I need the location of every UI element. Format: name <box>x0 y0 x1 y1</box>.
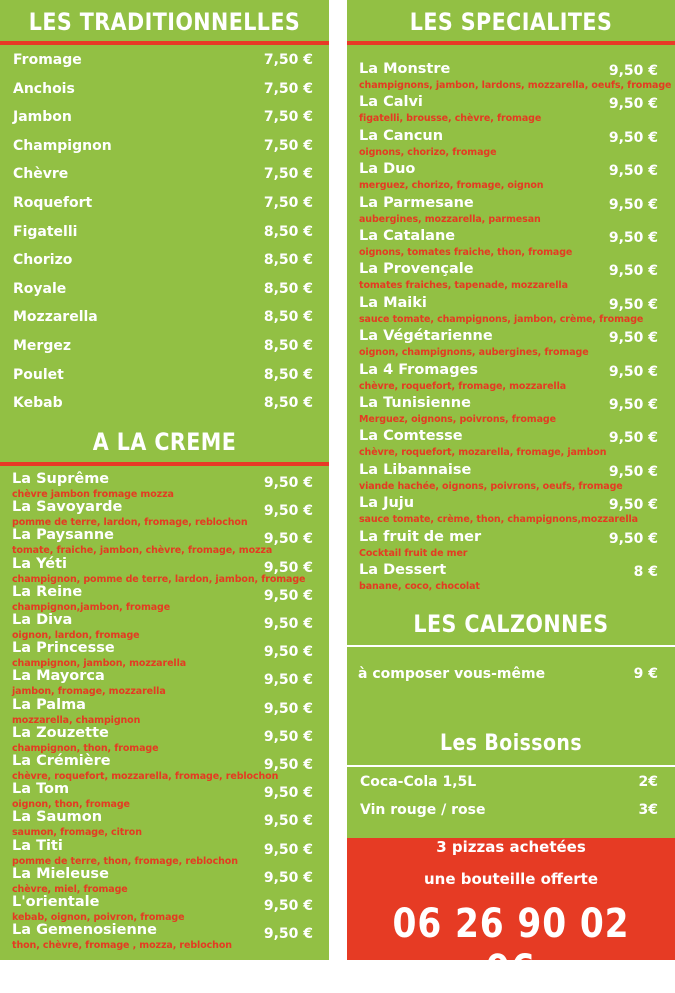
pizza-ingredients: chèvre jambon fromage mozza <box>12 489 174 500</box>
pizza-name: La Gemenosienne <box>12 922 157 939</box>
pizza-price: 7,50 € <box>263 109 313 126</box>
pizza-price: 8,50 € <box>263 366 313 383</box>
pizza-ingredients: tomate, fraiche, jambon, chèvre, fromage, mozza <box>12 545 273 557</box>
pizza-price: 8 € <box>633 564 658 580</box>
pizza-price: 9,50 € <box>608 296 658 313</box>
pizza-price: 9,50 € <box>263 672 313 689</box>
pizza-ingredients: oignons, chorizo, fromage <box>359 146 497 158</box>
pizza-name: La fruit de mer <box>359 528 482 545</box>
pizza-price: 9,50 € <box>263 785 313 802</box>
pizza-ingredients: mozzarella, champignon <box>12 714 141 726</box>
pizza-price: 7,50 € <box>263 195 313 211</box>
pizza-name: Mergez <box>13 338 71 354</box>
pizza-name: L'orientale <box>12 894 100 910</box>
creme-divider <box>0 462 329 466</box>
pizza-price: 8,50 € <box>263 338 313 354</box>
pizza-ingredients: oignons, tomates fraiche, thon, fromage <box>359 247 573 258</box>
pizza-price: 9,50 € <box>608 263 658 280</box>
pizza-price: 9,50 € <box>608 530 658 547</box>
pizza-price: 9,50 € <box>608 163 658 180</box>
pizza-ingredients: sauce tomate, crème, thon, champignons,mozzarella <box>359 514 638 526</box>
boisson-price: 3€ <box>638 802 658 818</box>
pizza-ingredients: figatelli, brousse, chèvre, fromage <box>359 113 542 125</box>
specialites-title: LES SPECIALITES <box>409 8 613 36</box>
pizza-name: La Mayorca <box>12 668 105 685</box>
promo-banner <box>347 838 675 993</box>
pizza-price: 9,50 € <box>608 196 658 213</box>
pizza-price: 9,50 € <box>263 503 313 520</box>
pizza-name: La Tom <box>12 781 70 798</box>
pizza-ingredients: champignon, thon, fromage <box>12 742 159 754</box>
pizza-ingredients: chèvre, roquefort, mozarella, fromage, jambon <box>359 447 607 459</box>
pizza-name: Poulet <box>13 366 64 383</box>
pizza-price: 8,50 € <box>263 223 313 240</box>
pizza-ingredients: pomme de terre, lardon, fromage, reblochon <box>12 517 248 529</box>
pizza-ingredients: saumon, fromage, citron <box>12 827 142 839</box>
pizza-name: Chèvre <box>13 166 69 183</box>
pizza-name: La Végétarienne <box>359 328 493 345</box>
pizza-price: 8,50 € <box>263 252 313 269</box>
pizza-price: 9,50 € <box>608 96 658 113</box>
promo-line-1: 3 pizzas achetées <box>436 838 586 856</box>
pizza-price: 9,50 € <box>263 700 313 717</box>
traditionnelles-divider <box>0 41 329 45</box>
pizza-price: 9,50 € <box>608 463 658 480</box>
pizza-price: 9,50 € <box>263 813 313 830</box>
pizza-price: 7,50 € <box>263 137 313 154</box>
pizza-name: La Savoyarde <box>12 499 123 516</box>
pizza-name: Mozzarella <box>13 309 98 326</box>
pizza-name: Anchois <box>13 80 75 97</box>
pizza-price: 8,50 € <box>263 280 313 297</box>
pizza-name: La Mieleuse <box>12 865 109 882</box>
pizza-price: 9,50 € <box>263 728 313 745</box>
pizza-name: Jambon <box>13 109 72 126</box>
pizza-name: La Cancun <box>359 127 444 144</box>
pizza-ingredients: oignon, lardon, fromage <box>12 630 140 641</box>
pizza-ingredients: Merguez, oignons, poivrons, fromage <box>359 414 556 425</box>
pizza-price: 9,50 € <box>263 587 313 604</box>
pizza-name: Roquefort <box>13 195 93 211</box>
pizza-price: 9,50 € <box>263 531 313 548</box>
pizza-name: La Comtesse <box>359 428 463 445</box>
pizza-name: La Juju <box>359 495 415 512</box>
pizza-price: 9,50 € <box>608 63 658 79</box>
pizza-ingredients: jambon, fromage, mozzarella <box>12 686 166 698</box>
pizza-ingredients: champignons, jambon, lardons, mozzarella, oeufs, fromage <box>359 80 672 91</box>
pizza-name: La Catalane <box>359 228 456 244</box>
boisson-name: Vin rouge / rose <box>360 802 486 818</box>
pizza-ingredients: viande hachée, oignons, poivrons, oeufs, fromage <box>359 480 623 492</box>
pizza-name: La Duo <box>359 161 416 178</box>
pizza-ingredients: champignon, jambon, mozzarella <box>12 658 187 670</box>
pizza-price: 9,50 € <box>263 757 313 773</box>
pizza-ingredients: chèvre, miel, fromage <box>12 883 128 895</box>
specialites-divider <box>347 41 675 45</box>
calzonne-name: à composer vous-même <box>358 666 546 682</box>
pizza-price: 9,50 € <box>608 363 658 380</box>
pizza-name: La Zouzette <box>12 724 109 741</box>
pizza-name: La Tunisienne <box>359 395 471 411</box>
pizza-ingredients: chèvre, roquefort, fromage, mozzarella <box>359 380 567 392</box>
boisson-name: Coca-Cola 1,5L <box>360 774 477 790</box>
pizza-name: La Crémière <box>12 753 111 769</box>
pizza-price: 9,50 € <box>263 475 313 491</box>
pizza-ingredients: champignon, pomme de terre, lardon, jambon, fromage <box>12 573 306 585</box>
pizza-ingredients: pomme de terre, thon, fromage, reblochon <box>12 855 238 867</box>
pizza-name: La Princesse <box>12 640 115 657</box>
pizza-name: La Paysanne <box>12 527 114 544</box>
pizza-price: 9,50 € <box>263 898 313 914</box>
pizza-ingredients: chèvre, roquefort, mozzarella, fromage, reblochon <box>12 771 279 782</box>
creme-title: A LA CREME <box>92 428 237 456</box>
pizza-price: 9,50 € <box>263 869 313 886</box>
pizza-ingredients: thon, chèvre, fromage , mozza, reblochon <box>12 940 232 952</box>
pizza-name: La Calvi <box>359 94 423 111</box>
pizza-name: La Provençale <box>359 261 474 278</box>
pizza-price: 9,50 € <box>263 841 313 858</box>
pizza-price: 9,50 € <box>608 397 658 413</box>
right-menu-panel <box>347 0 675 993</box>
pizza-ingredients: kebab, oignon, poivron, fromage <box>12 912 185 923</box>
pizza-ingredients: oignon, thon, fromage <box>12 799 130 811</box>
pizza-price: 9,50 € <box>263 559 313 576</box>
pizza-price: 9,50 € <box>263 616 313 632</box>
calzonnes-divider <box>347 645 675 647</box>
pizza-ingredients: Cocktail fruit de mer <box>359 547 468 559</box>
pizza-name: La 4 Fromages <box>359 361 479 378</box>
pizza-price: 9,50 € <box>263 644 313 661</box>
boissons-title: Les Boissons <box>439 731 583 756</box>
pizza-name: La Palma <box>12 696 86 713</box>
pizza-price: 9,50 € <box>608 129 658 146</box>
pizza-ingredients: banane, coco, chocolat <box>359 581 480 592</box>
pizza-name: Champignon <box>13 137 112 154</box>
pizza-name: La Diva <box>12 612 73 628</box>
traditionnelles-title: LES TRADITIONNELLES <box>28 8 301 36</box>
pizza-name: La Saumon <box>12 809 103 826</box>
pizza-name: Figatelli <box>13 223 78 240</box>
phone-number: 06 26 90 02 96 <box>392 901 630 993</box>
pizza-price: 9,50 € <box>608 230 658 246</box>
pizza-price: 7,50 € <box>263 52 313 68</box>
pizza-price: 9,50 € <box>608 330 658 347</box>
pizza-ingredients: oignon, champignons, aubergines, fromage <box>359 347 589 359</box>
pizza-name: La Titi <box>12 837 63 854</box>
pizza-name: La Suprême <box>12 471 110 487</box>
pizza-price: 8,50 € <box>263 309 313 326</box>
pizza-name: La Parmesane <box>359 194 474 211</box>
calzonne-price: 9 € <box>633 666 658 682</box>
pizza-ingredients: sauce tomate, champignons, jambon, crème, fromage <box>359 313 644 325</box>
left-menu-panel <box>0 0 329 960</box>
pizza-name: Chorizo <box>13 252 73 269</box>
pizza-price: 9,50 € <box>608 497 658 514</box>
boissons-divider <box>347 765 675 767</box>
pizza-name: Kebab <box>13 395 63 412</box>
pizza-ingredients: aubergines, mozzarella, parmesan <box>359 213 541 225</box>
pizza-name: La Reine <box>12 583 83 600</box>
pizza-name: La Maiki <box>359 294 427 311</box>
pizza-price: 9,50 € <box>263 926 313 943</box>
pizza-price: 8,50 € <box>263 395 313 412</box>
pizza-name: Fromage <box>13 52 82 68</box>
pizza-ingredients: tomates fraiches, tapenade, mozzarella <box>359 280 568 292</box>
pizza-price: 7,50 € <box>263 166 313 183</box>
pizza-name: Royale <box>13 280 67 297</box>
pizza-name: La Monstre <box>359 61 451 77</box>
pizza-price: 9,50 € <box>608 430 658 447</box>
pizza-name: La Yéti <box>12 555 67 572</box>
pizza-price: 7,50 € <box>263 80 313 97</box>
promo-line-2: une bouteille offerte <box>423 870 598 888</box>
pizza-ingredients: merguez, chorizo, fromage, oignon <box>359 180 544 192</box>
boisson-price: 2€ <box>638 774 658 790</box>
pizza-ingredients: champignon,jambon, fromage <box>12 601 171 613</box>
calzonnes-title: LES CALZONNES <box>413 610 609 638</box>
pizza-name: La Dessert <box>359 562 447 578</box>
pizza-name: La Libannaise <box>359 461 472 478</box>
